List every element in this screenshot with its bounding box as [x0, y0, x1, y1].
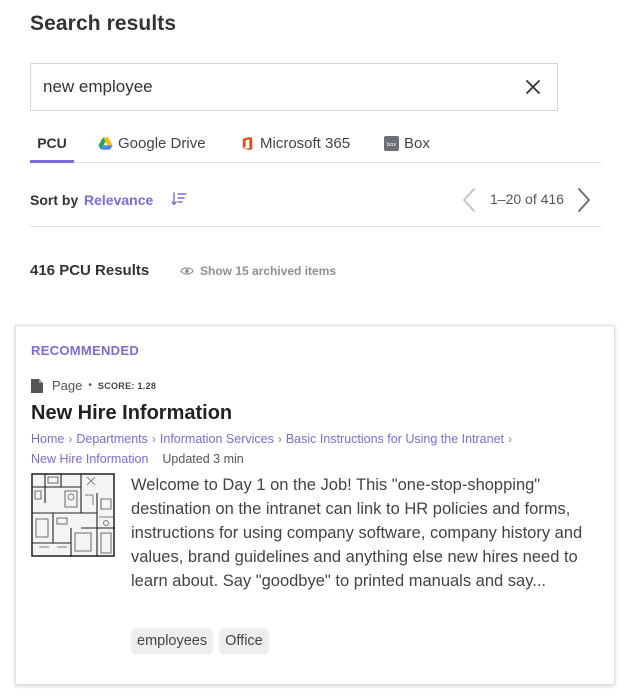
tab-microsoft-365[interactable] [240, 135, 350, 161]
result-type: Page [52, 378, 83, 393]
show-archived-link[interactable] [180, 264, 336, 278]
tab-pcu[interactable] [30, 135, 74, 161]
page-icon [31, 379, 43, 393]
eye-icon [180, 264, 194, 278]
recommended-badge: RECOMMENDED [31, 343, 140, 358]
divider [30, 226, 601, 227]
breadcrumb-separator: › [151, 432, 156, 446]
breadcrumb-separator: › [277, 432, 282, 446]
source-tabs [30, 131, 601, 163]
active-tab-indicator [30, 160, 74, 163]
result-score: SCORE: 1.28 [97, 380, 157, 391]
breadcrumb [31, 429, 591, 469]
results-count: 416 PCU Results [30, 262, 150, 279]
floor-plan-thumbnail [31, 473, 115, 557]
page-title: Search results [30, 12, 177, 35]
previous-page-icon[interactable] [460, 186, 478, 214]
breadcrumb-departments[interactable]: Departments [76, 432, 148, 446]
google-drive-icon [98, 136, 113, 151]
sort-bar [30, 181, 601, 217]
sort-dropdown[interactable]: Relevance [84, 192, 154, 208]
show-archived-label: Show 15 archived items [200, 264, 337, 278]
sort-label: Sort by [30, 192, 79, 208]
next-page-icon[interactable] [575, 186, 593, 214]
meta-separator: • [88, 380, 92, 391]
result-excerpt: Welcome to Day 1 on the Job! This "one-stop-shopping" destination on the intranet can link to HR policies and forms, instructions for using company software, company history and values, brand guidelines and anything else new hires need to learn about. Say "goodbye" to printed manuals and say... [131, 476, 583, 590]
search-input[interactable] [43, 74, 503, 100]
result-meta [31, 378, 156, 393]
svg-text:box: box [386, 141, 397, 148]
tab-google-drive-label: Google Drive [118, 135, 206, 152]
box-icon [384, 136, 399, 151]
tab-google-drive[interactable] [98, 135, 206, 161]
breadcrumb-separator: › [508, 432, 513, 446]
tab-microsoft-365-label: Microsoft 365 [260, 135, 351, 152]
tag-office[interactable]: Office [219, 628, 269, 654]
microsoft-365-icon [240, 136, 255, 151]
tag-list [131, 628, 275, 654]
result-title[interactable]: New Hire Information [31, 402, 233, 424]
breadcrumb-new-hire-information[interactable]: New Hire Information [31, 452, 149, 466]
pagination-range: 1–20 of 416 [490, 191, 564, 207]
tab-box-label: Box [404, 135, 430, 152]
sort-order-icon[interactable] [171, 191, 187, 207]
breadcrumb-basic-instructions[interactable]: Basic Instructions for Using the Intranet [285, 432, 505, 446]
breadcrumb-information-services[interactable]: Information Services [159, 432, 274, 446]
result-card[interactable] [15, 325, 615, 685]
updated-time: Updated 3 min [162, 452, 244, 466]
breadcrumb-separator: › [68, 432, 73, 446]
close-icon[interactable] [523, 77, 543, 97]
breadcrumb-home[interactable]: Home [31, 432, 65, 446]
search-box [30, 63, 558, 111]
tab-box[interactable] [384, 135, 430, 161]
tag-employees[interactable]: employees [131, 628, 213, 654]
tab-pcu-label: PCU [37, 135, 67, 151]
